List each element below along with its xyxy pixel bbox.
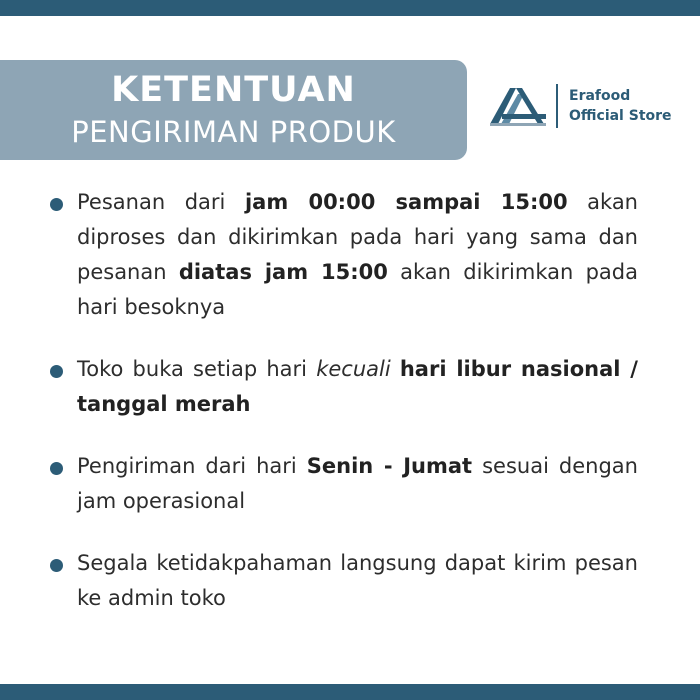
term-text: Toko buka setiap hari (77, 357, 317, 381)
brand-line-1: Erafood (569, 88, 631, 104)
term-text (391, 357, 400, 381)
bullet-icon (50, 365, 63, 378)
term-bold: jam 00:00 sampai 15:00 (244, 190, 568, 214)
term-item-order-time (46, 185, 638, 325)
top-accent-bar (0, 0, 700, 16)
bottom-accent-bar (0, 684, 700, 700)
term-bold: hari libur nasional / tanggal merah (77, 357, 638, 416)
banner-subtitle: PENGIRIMAN PRODUK (71, 115, 396, 149)
logo-divider (556, 84, 558, 128)
term-bold: Senin - Jumat (306, 454, 473, 478)
title-banner (0, 60, 467, 160)
brand-line-2: Official Store (569, 108, 672, 124)
banner-title: KETENTUAN (111, 70, 356, 110)
term-text: akan dikirimkan pada hari besoknya (77, 260, 638, 319)
term-bold: diatas jam 15:00 (178, 260, 388, 284)
bullet-icon (50, 198, 63, 211)
terms-list (46, 185, 638, 643)
term-text: sesuai dengan jam operasional (77, 454, 638, 513)
term-text: akan diproses dan dikirimkan pada hari yang sama dan pesanan (77, 190, 638, 284)
erafood-logo-icon (488, 84, 548, 132)
brand-name (569, 86, 672, 126)
term-text: Pesanan dari (77, 190, 245, 214)
term-text: Pengiriman dari hari (77, 454, 307, 478)
bullet-icon (50, 462, 63, 475)
term-item-shipping-days (46, 449, 638, 519)
term-item-store-hours (46, 352, 638, 422)
term-item-contact-admin (46, 546, 638, 616)
term-italic: kecuali (316, 357, 391, 381)
term-text: Segala ketidakpahaman langsung dapat kirim pesan ke admin toko (77, 551, 638, 610)
bullet-icon (50, 559, 63, 572)
